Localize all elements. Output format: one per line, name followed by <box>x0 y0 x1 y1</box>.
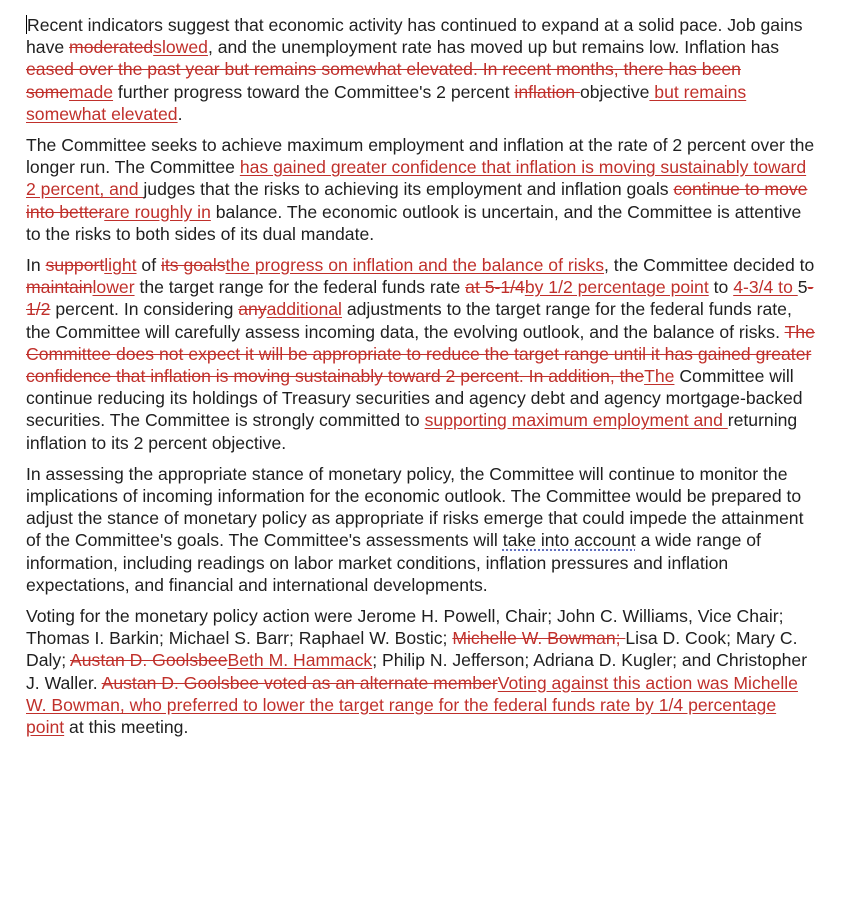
deleted-text: eased over the past year but remains somewhat elevated. In recent months, there has been some <box>26 59 741 102</box>
deleted-text: support <box>45 255 105 276</box>
paragraph-3 <box>26 254 818 454</box>
text-run: . <box>177 103 183 124</box>
deleted-text: Austan D. Goolsbee <box>70 650 228 671</box>
inserted-text: has gained greater confidence that inflation is moving sustainably toward 2 percent, and <box>26 157 807 200</box>
deleted-text: continue to move into better <box>26 179 808 222</box>
text-run: Recent indicators suggest that economic activity has continued to expand at a solid pace. Job gains have <box>26 15 803 58</box>
text-run: percent. In considering <box>50 299 239 320</box>
text-run: , the Committee decided to <box>604 255 815 276</box>
text-run: , and the unemployment rate has moved up but remains low. Inflation has <box>207 37 780 58</box>
inserted-text: Beth M. Hammack <box>227 650 373 671</box>
text-run: balance. The economic outlook is uncertain, and the Committee is attentive to the risks to both sides of its dual mandate. <box>26 201 802 244</box>
text-run: judges that the risks to achieving its employment and inflation goals <box>143 179 674 200</box>
paragraph-1 <box>26 15 803 124</box>
text-run: Committee will continue reducing its holdings of Treasury securities and agency debt and agency mortgage-backed securities. The Committee is strongly committed to <box>26 366 803 431</box>
deleted-text: maintain <box>26 277 93 298</box>
inserted-text: light <box>104 255 137 276</box>
text-run: returning inflation to its 2 percent objective. <box>26 410 798 453</box>
text-run: of <box>136 255 161 276</box>
deleted-text: at 5-1/4 <box>465 277 525 298</box>
text-run: ; Philip N. Jefferson; Adriana D. Kugler; and Christopher J. Waller. <box>26 650 808 693</box>
text-run: 5 <box>797 277 808 298</box>
inserted-text: slowed <box>153 37 208 58</box>
deleted-text: inflation <box>514 81 580 102</box>
deleted-text: Austan D. Goolsbee voted as an alternate member <box>101 672 498 693</box>
inserted-text: are roughly in <box>104 201 211 222</box>
text-run: a wide range of information, including readings on labor market conditions, inflation pressures and inflation expectations, and financial and international developments. <box>26 530 761 595</box>
text-run: the target range for the federal funds rate <box>134 277 466 298</box>
text-run: In <box>26 255 46 276</box>
deleted-text: moderated <box>69 37 154 58</box>
deleted-text: Michelle W. Bowman; <box>452 628 626 649</box>
text-run: further progress toward the Committee's 2 percent <box>113 81 515 102</box>
deleted-text: its goals <box>160 255 226 276</box>
deleted-text: any <box>238 299 267 320</box>
inserted-text: additional <box>266 299 342 320</box>
inserted-text: Voting against this action was Michelle W. Bowman, who preferred to lower the target range for the federal funds rate by 1/4 percentage point <box>26 672 798 738</box>
inserted-text: the progress on inflation and the balance of risks <box>225 255 605 276</box>
text-run: Lisa D. Cook; Mary C. Daly; <box>26 628 798 671</box>
inserted-text: The <box>644 366 675 387</box>
text-run: The Committee seeks to achieve maximum employment and inflation at the rate of 2 percent over the longer run. The Committee <box>26 135 815 178</box>
text-run: In assessing the appropriate stance of monetary policy, the Committee will continue to monitor the implications of incoming information for the economic outlook. The Committee would be prepared to adjust the stance of monetary policy as appropriate if risks emerge that could impede the attainment of the Committee's goals. The Committee's assessments will <box>26 463 804 551</box>
inserted-text: made <box>69 81 114 102</box>
inserted-text: lower <box>92 277 135 298</box>
deleted-text: The Committee does not expect it will be appropriate to reduce the target range until it has gained greater confidence that inflation is moving sustainably toward 2 percent. In addition, the <box>26 321 815 387</box>
inserted-text: but remains somewhat elevated <box>26 81 747 124</box>
paragraph-2 <box>26 134 818 245</box>
paragraph-5 <box>26 605 818 738</box>
paragraph-4 <box>26 463 818 596</box>
text-run: adjustments to the target range for the federal funds rate, the Committee will carefully assess incoming data, the evolving outlook, and the balance of risks. <box>26 299 792 342</box>
text-run: Voting for the monetary policy action were Jerome H. Powell, Chair; John C. Williams, Vice Chair; Thomas I. Barkin; Michael S. Barr; Raphael W. Bostic; <box>26 606 784 649</box>
text-run: objective <box>579 81 650 102</box>
text-run: to <box>708 277 734 298</box>
inserted-text: by 1/2 percentage point <box>524 277 709 298</box>
text-run: at this meeting. <box>64 717 189 738</box>
deleted-text: -1/2 <box>26 277 814 320</box>
inserted-text: supporting maximum employment and <box>424 410 728 431</box>
inserted-text: 4-3/4 to <box>733 277 798 298</box>
spellcheck-flagged-text: take into account <box>502 530 636 551</box>
